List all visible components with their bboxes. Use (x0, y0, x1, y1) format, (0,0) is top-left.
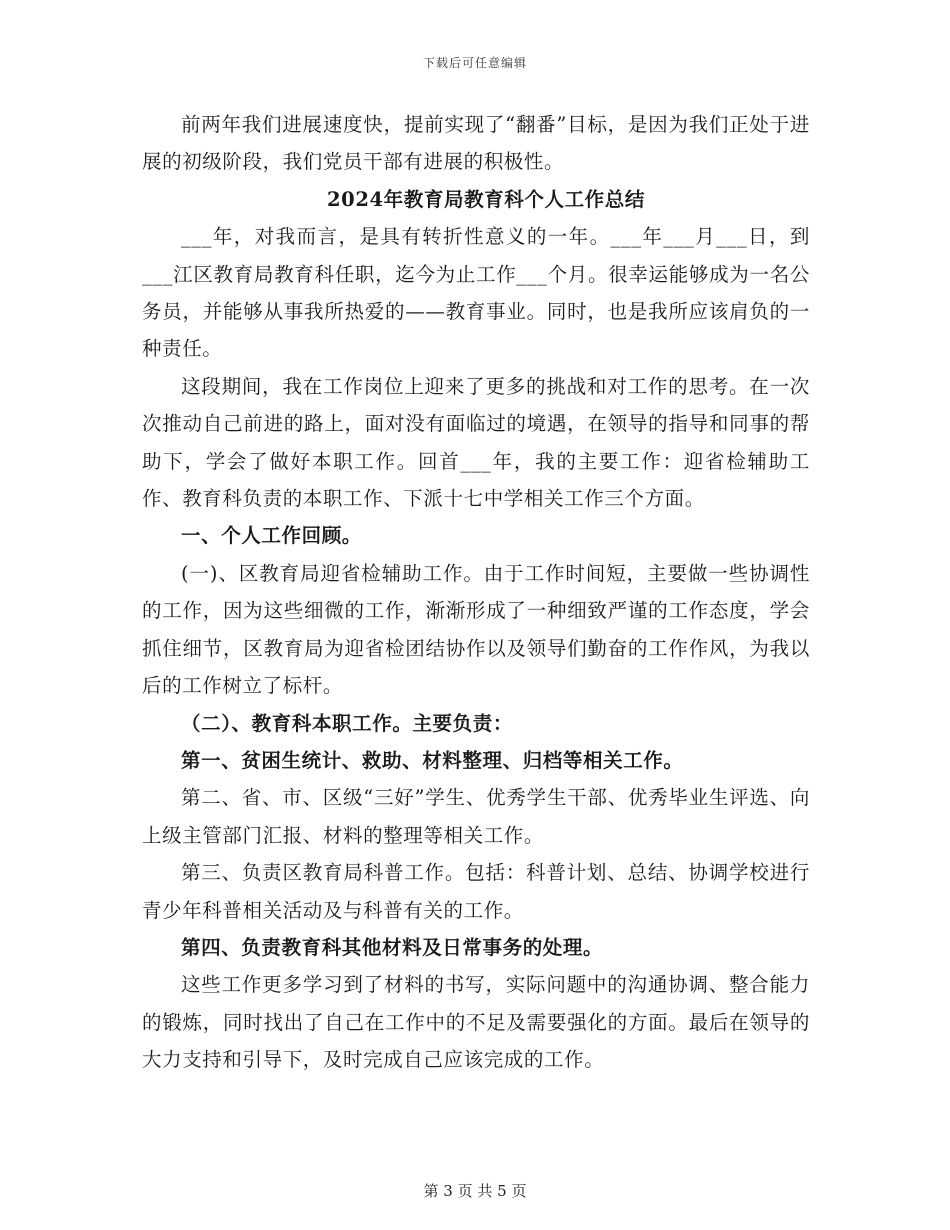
paragraph: (一)、区教育局迎省检辅助工作。由于工作时间短，主要做一些协调性的工作，因为这些细微的工作，渐渐形成了一种细致严谨的工作态度，学会抓住细节，区教育局为迎省检团结协作以及领导们勤奋的工作作风，为我以后的工作树立了标杆。 (142, 561, 810, 698)
document-title: 2024年教育局教育科个人工作总结 (327, 187, 645, 211)
page-footer: 第 3 页 共 5 页 (423, 1182, 527, 1200)
section-heading: 一、个人工作回顾。 (181, 524, 362, 548)
page-header: 下载后可任意编辑 (422, 56, 527, 70)
document-body (142, 106, 810, 1079)
paragraph: 这段期间，我在工作岗位上迎来了更多的挑战和对工作的思考。在一次次推动自己前进的路上，面对没有面临过的境遇，在领导的指导和同事的帮助下，学会了做好本职工作。回首___年，我的主要工作：迎省检辅助工作、教育科负责的本职工作、下派十七中学相关工作三个方面。 (142, 374, 810, 511)
paragraph: 这些工作更多学习到了材料的书写，实际问题中的沟通协调、整合能力的锻炼，同时找出了自己在工作中的不足及需要强化的方面。最后在领导的大力支持和引导下，及时完成自己应该完成的工作。 (142, 973, 810, 1072)
paragraph: 第三、负责区教育局科普工作。包括：科普计划、总结、协调学校进行青少年科普相关活动及与科普有关的工作。 (142, 861, 810, 922)
paragraph: 前两年我们进展速度快，提前实现了“翻番”目标，是因为我们正处于进展的初级阶段，我们党员干部有进展的积极性。 (142, 113, 810, 174)
section-heading: （二）、教育科本职工作。主要负责： (181, 711, 513, 735)
bold-item: 第一、贫困生统计、救助、材料整理、归档等相关工作。 (181, 748, 684, 772)
paragraph: ___年，对我而言，是具有转折性意义的一年。___年___月___日，到___江区教育局教育科任职，迄今为止工作___个月。很幸运能够成为一名公务员，并能够从事我所热爱的——教育事业。同时，也是我所应该肩负的一种责任。 (142, 225, 810, 361)
paragraph: 第二、省、市、区级“三好”学生、优秀学生干部、优秀毕业生评选、向上级主管部门汇报、材料的整理等相关工作。 (142, 786, 810, 847)
bold-item: 第四、负责教育科其他材料及日常事务的处理。 (181, 935, 604, 959)
